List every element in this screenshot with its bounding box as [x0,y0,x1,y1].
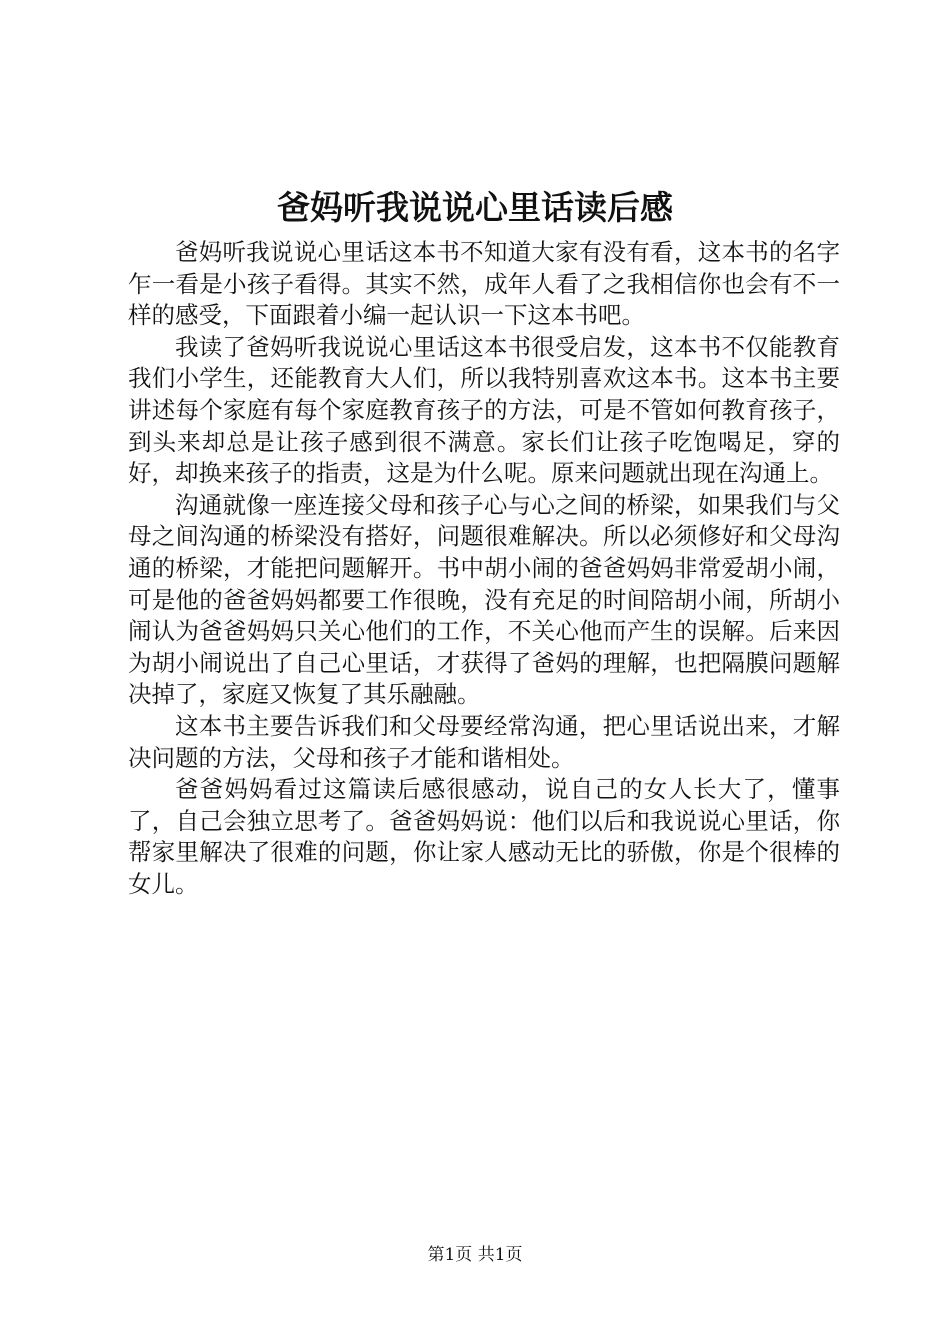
paragraph-4: 这本书主要告诉我们和父母要经常沟通，把心里话说出来，才解决问题的方法，父母和孩子才能和谐相处。 [128,711,840,772]
document-title: 爸妈听我说说心里话读后感 [277,188,673,227]
document-body [128,237,840,900]
paragraph-2: 我读了爸妈听我说说心里话这本书很受启发，这本书不仅能教育我们小学生，还能教育大人们，所以我特别喜欢这本书。这本书主要讲述每个家庭有每个家庭教育孩子的方法，可是不管如何教育孩子，到头来却总是让孩子感到很不满意。家长们让孩子吃饱喝足，穿的好，却换来孩子的指责，这是为什么呢。原来问题就出现在沟通上。 [128,332,840,488]
paragraph-5: 爸爸妈妈看过这篇读后感很感动，说自己的女人长大了，懂事了，自己会独立思考了。爸爸妈妈说：他们以后和我说说心里话，你帮家里解决了很难的问题，你让家人感动无比的骄傲，你是个很棒的女儿。 [128,775,840,898]
paragraph-3: 沟通就像一座连接父母和孩子心与心之间的桥梁，如果我们与父母之间沟通的桥梁没有搭好，问题很难解决。所以必须修好和父母沟通的桥梁，才能把问题解开。书中胡小闹的爸爸妈妈非常爱胡小闹，可是他的爸爸妈妈都要工作很晚，没有充足的时间陪胡小闹，所胡小闹认为爸爸妈妈只关心他们的工作，不关心他而产生的误解。后来因为胡小闹说出了自己心里话，才获得了爸妈的理解，也把隔膜问题解决掉了，家庭又恢复了其乐融融。 [128,490,840,709]
page-footer: 第1页 共1页 [427,1245,523,1265]
paragraph-1: 爸妈听我说说心里话这本书不知道大家有没有看，这本书的名字乍一看是小孩子看得。其实不然，成年人看了之我相信你也会有不一样的感受，下面跟着小编一起认识一下这本书吧。 [128,238,840,330]
